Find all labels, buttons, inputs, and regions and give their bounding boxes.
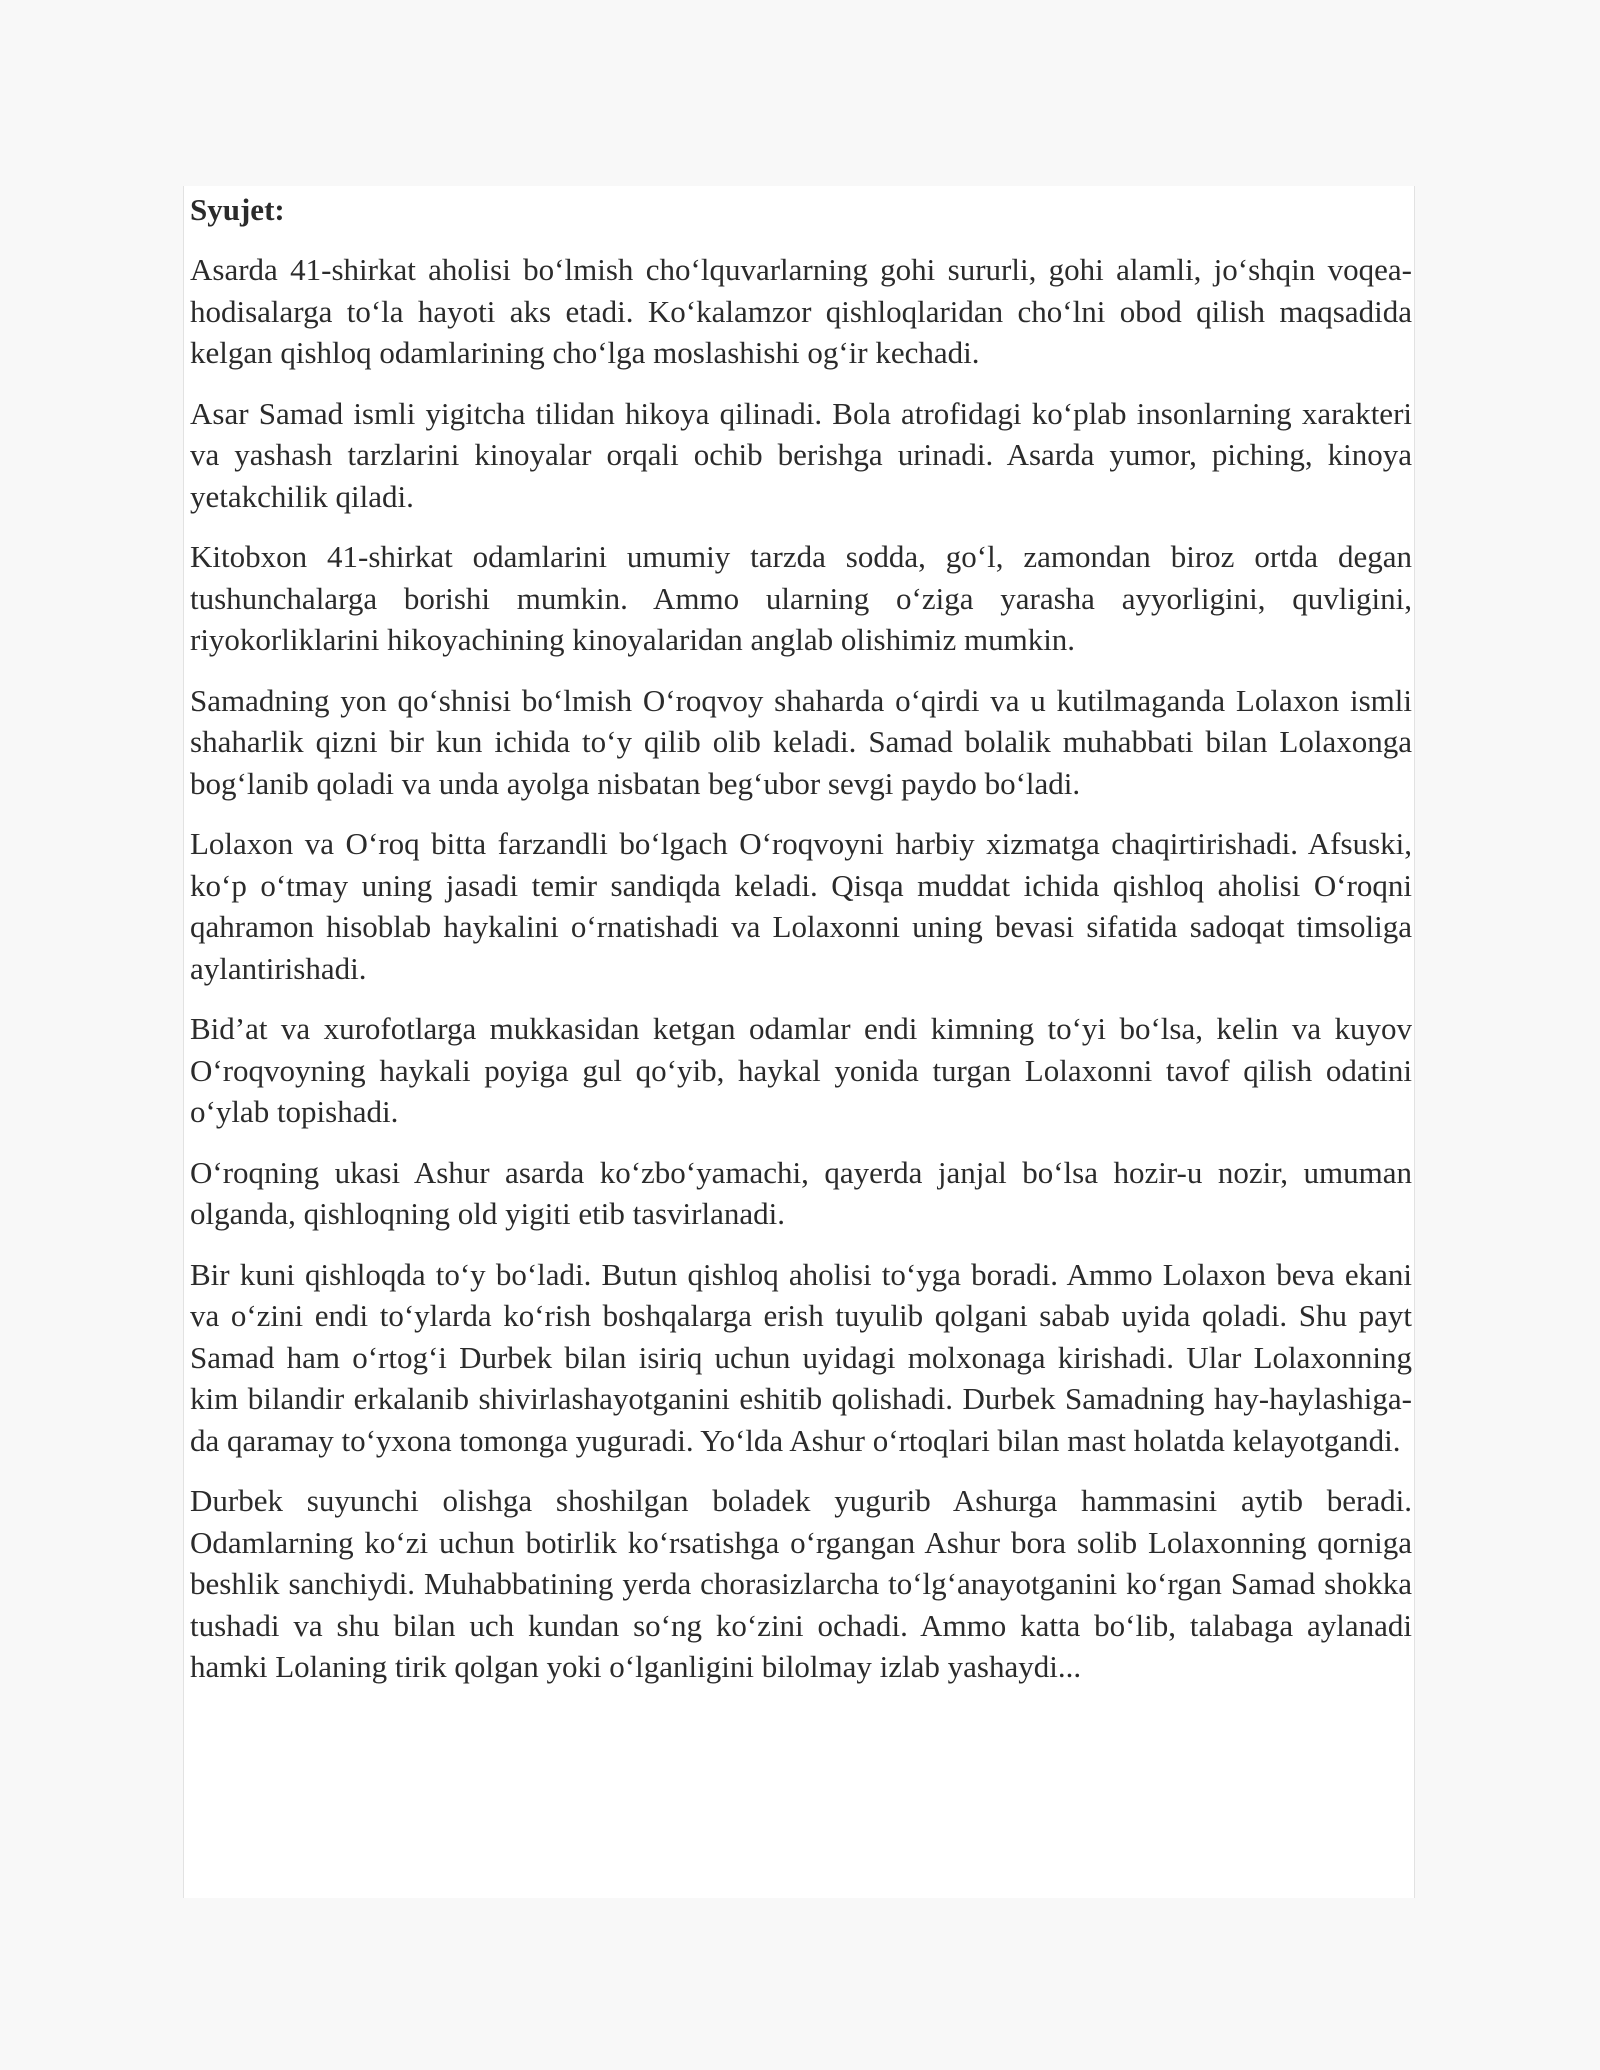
text-block: [183, 186, 1415, 1898]
paragraph-3: Kitobxon 41-shirkat odamlarini umumiy tarzda sodda, go‘l, zamondan biroz ortda degan tushunchalarga borishi mumkin. Ammo ularning o‘ziga yarasha ayyorligini, quvligini, riyokorliklarini hikoyachining kinoyalaridan anglab olishimiz mumkin.: [190, 539, 1412, 657]
section-heading: Syujet:: [190, 192, 285, 227]
paragraph-7: O‘roqning ukasi Ashur asarda ko‘zbo‘yamachi, qayerda janjal bo‘lsa hozir-u nozir, umuman olganda, qishloqning old yigiti etib tasvirlanadi.: [190, 1154, 1412, 1231]
paragraph-6: Bid’at va xurofotlarga mukkasidan ketgan odamlar endi kimning to‘yi bo‘lsa, kelin va kuyov O‘roqvoyning haykali poyiga gul qo‘yib, haykal yonida turgan Lolaxonni tavof qilish odatini o‘ylab topishadi.: [190, 1011, 1412, 1129]
paragraph-9: Durbek suyunchi olishga shoshilgan boladek yugurib Ashurga hammasini aytib beradi. Odamlarning ko‘zi uchun botirlik ko‘rsatishga o‘rgangan Ashur bora solib Lolaxonning qorniga beshlik sanchiydi. Muhabbatining yerda chorasizlarcha to‘lg‘anayotganini ko‘rgan Samad shokka tushadi va shu bilan uch kundan so‘ng ko‘zini ochadi. Ammo katta bo‘lib, talabaga aylanadi hamki Lolaning tirik qolgan yoki o‘lganligini bilolmay izlab yashaydi...: [190, 1483, 1412, 1684]
paragraph-2: Asar Samad ismli yigitcha tilidan hikoya qilinadi. Bola atrofidagi ko‘plab insonlarning xarakteri va yashash tarzlarini kinoyalar orqali ochib berishga urinadi. Asarda yumor, piching, kinoya yetakchilik qiladi.: [190, 395, 1412, 514]
paragraph-5: Lolaxon va O‘roq bitta farzandli bo‘lgach O‘roqvoyni harbiy xizmatga chaqirtirishadi. Afsuski, ko‘p o‘tmay uning jasadi temir sandiqda keladi. Qisqa muddat ichida qishloq aholisi O‘roqni qahramon hisoblab haykalini o‘rnatishadi va Lolaxonni uning bevasi sifatida sadoqat timsoliga aylantirishadi.: [190, 826, 1412, 986]
paragraph-8: Bir kuni qishloqda to‘y bo‘ladi. Butun qishloq aholisi to‘yga boradi. Ammo Lolaxon beva ekani va o‘zini endi to‘ylarda ko‘rish boshqalarga erish tuyulib qolgani sabab uyida qoladi. Shu payt Samad ham o‘rtog‘i Durbek bilan isiriq uchun uyidagi molxonaga kirishadi. Ular Lolaxonning kim bilandir erkalanib shivirlashayotganini eshitib qolishadi. Durbek Samadning hay-haylashiga-da qaramay to‘yxona tomonga yuguradi. Yo‘lda Ashur o‘rtoqlari bilan mast holatda kelayotgandi.: [190, 1256, 1412, 1458]
paragraph-4: Samadning yon qo‘shnisi bo‘lmish O‘roqvoy shaharda o‘qirdi va u kutilmaganda Lolaxon ismli shaharlik qizni bir kun ichida to‘y qilib olib keladi. Samad bolalik muhabbati bilan Lolaxonga bog‘lanib qoladi va unda ayolga nisbatan beg‘ubor sevgi paydo bo‘ladi.: [190, 682, 1412, 801]
paragraph-1: Asarda 41-shirkat aholisi bo‘lmish cho‘lquvarlarning gohi sururli, gohi alamli, jo‘shqin voqea-hodisalarga to‘la hayoti aks etadi. Ko‘kalamzor qishloqlaridan cho‘lni obod qilish maqsadida kelgan qishloq odamlarining cho‘lga moslashishi og‘ir kechadi.: [190, 252, 1412, 370]
